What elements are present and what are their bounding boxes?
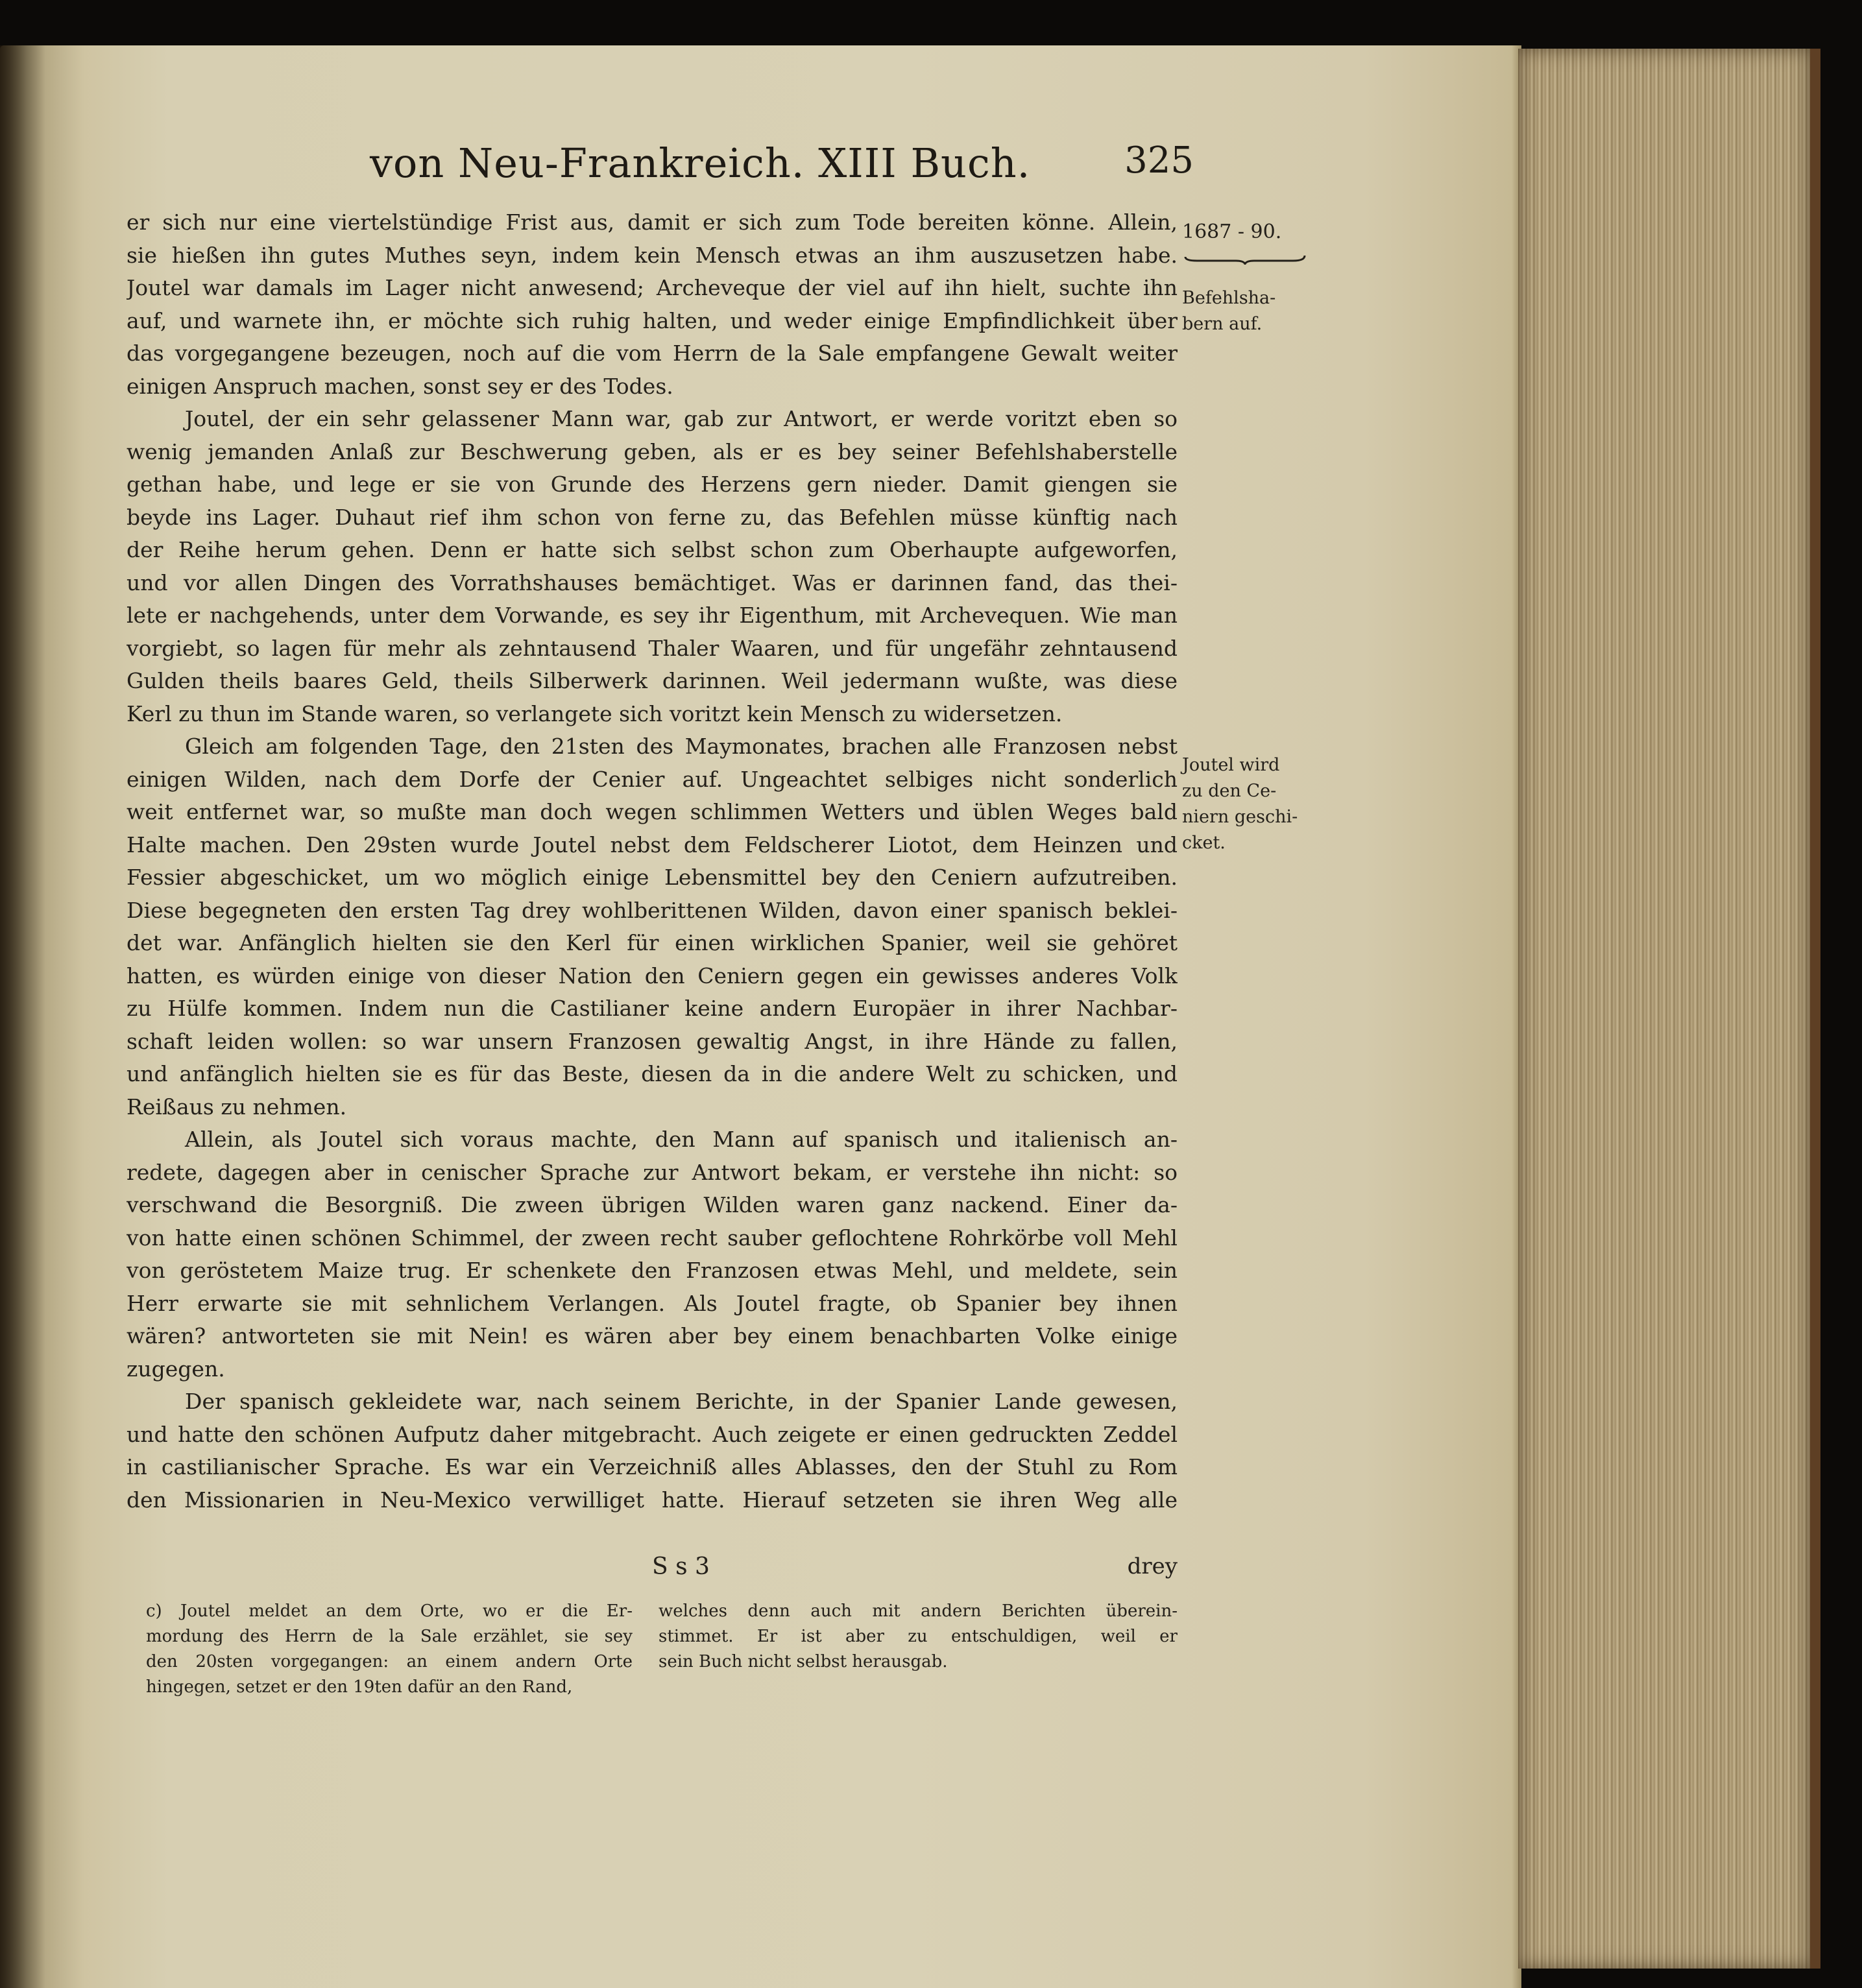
footnote-line: hingegen, setzet er den 19ten dafür an den Rand, (146, 1677, 573, 1697)
text-line: wenig jemanden Anlaß zur Beschwerung geben, als er es bey seiner Befehlshaberstelle (127, 438, 1178, 464)
text-line: Gleich am folgenden Tage, den 21sten des Maymonates, brachen alle Franzosen nebst (185, 734, 1178, 759)
main-text-block (127, 206, 1178, 1516)
text-line: det war. Anfänglich hielten sie den Kerl für einen wirklichen Spanier, weil sie gehöret (127, 930, 1178, 955)
text-line: beyde ins Lager. Duhaut rief ihm schon von ferne zu, das Befehlen müsse künftig nach (127, 504, 1178, 530)
text-line: das vorgegangene bezeugen, noch auf die vom Herrn de la Sale empfangene Gewalt weiter (127, 341, 1178, 366)
text-line: Fessier abgeschicket, um wo möglich einige Lebensmittel bey den Ceniern aufzutreiben. (127, 865, 1178, 890)
text-line: Diese begegneten den ersten Tag drey wohlberittenen Wilden, davon einer spanisch beklei- (127, 897, 1178, 923)
text-line: redete, dagegen aber in cenischer Sprache zur Antwort bekam, er verstehe ihn nicht: so (127, 1159, 1178, 1185)
catchword: drey (1127, 1553, 1178, 1579)
year-brace (1184, 254, 1306, 265)
text-line: er sich nur eine viertelstündige Frist aus, damit er sich zum Tode bereiten könne. Allein, (127, 210, 1178, 235)
footnote-line: den 20sten vorgegangen: an einem andern Orte (146, 1652, 633, 1671)
text-line: vorgiebt, so lagen für mehr als zehntausend Thaler Waaren, und für ungefähr zehntausend (127, 635, 1178, 661)
text-line: hatten, es würden einige von dieser Nation den Ceniern gegen ein gewisses anderes Volk (127, 963, 1178, 988)
margin-note-line: zu den Ce- (1182, 781, 1277, 801)
footnote-right-column (659, 1599, 1178, 1675)
text-line: und hatte den schönen Aufputz daher mitgebracht. Auch zeigete er einen gedruckten Zeddel (127, 1421, 1178, 1447)
footnote-line: c) Joutel meldet an dem Orte, wo er die Er- (146, 1601, 633, 1621)
footnote-line: welches denn auch mit andern Berichten überein- (659, 1601, 1178, 1621)
margin-note-line: cket. (1182, 833, 1226, 853)
signature-row (127, 1553, 1178, 1586)
text-line: von geröstetem Maize trug. Er schenkete den Franzosen etwas Mehl, und meldete, sein (127, 1258, 1178, 1283)
running-head (370, 139, 1194, 198)
text-line: zu Hülfe kommen. Indem nun die Castilianer keine andern Europäer in ihrer Nachbar- (127, 996, 1178, 1021)
text-line: wären? antworteten sie mit Nein! es wären aber bey einem benachbarten Volke einige (127, 1323, 1178, 1348)
text-line: und vor allen Dingen des Vorrathshauses bemächtiget. Was er darinnen fand, das thei- (127, 569, 1178, 595)
footnote-line: stimmet. Er ist aber zu entschuldigen, weil er (659, 1627, 1178, 1646)
margin-note-line: bern auf. (1182, 314, 1263, 334)
margin-note-line: niern geschi- (1182, 807, 1298, 827)
margin-note-line: Joutel wird (1182, 755, 1280, 775)
footnote-left-column (146, 1599, 633, 1700)
text-line: von hatte einen schönen Schimmel, der zween recht sauber geflochtene Rohrkörbe voll Mehl (127, 1225, 1178, 1251)
text-line: weit entfernet war, so mußte man doch wegen schlimmen Wetters und üblen Weges bald (127, 799, 1178, 824)
text-line: lete er nachgehends, unter dem Vorwande, es sey ihr Eigenthum, mit Archevequen. Wie man (127, 603, 1178, 628)
page-edges (1518, 49, 1820, 1969)
margin-note-joutel (1182, 752, 1318, 856)
text-line: schaft leiden wollen: so war unsern Franzosen gewaltig Angst, in ihre Hände zu fallen, (127, 1028, 1178, 1054)
signature-mark: S s 3 (652, 1553, 710, 1580)
text-line: Joutel, der ein sehr gelassener Mann war, gab zur Antwort, er werde voritzt eben so (185, 406, 1178, 431)
text-line: und anfänglich hielten sie es für das Beste, diesen da in die andere Welt zu schicken, und (127, 1061, 1178, 1086)
text-line: Joutel war damals im Lager nicht anwesend; Archeveque der viel auf ihn hielt, suchte ihn (127, 275, 1178, 300)
page-number: 325 (1124, 139, 1194, 182)
text-line: Allein, als Joutel sich voraus machte, den Mann auf spanisch und italienisch an- (185, 1127, 1178, 1152)
running-head-title: von Neu-Frankreich. XIII Buch. (370, 139, 1031, 187)
text-line: Reißaus zu nehmen. (127, 1094, 347, 1120)
text-line: der Reihe herum gehen. Denn er hatte sich selbst schon zum Oberhaupte aufgeworfen, (127, 537, 1178, 562)
text-line: Halte machen. Den 29sten wurde Joutel nebst dem Feldscherer Liotot, dem Heinzen und (127, 832, 1178, 857)
text-line: sie hießen ihn gutes Muthes seyn, indem kein Mensch etwas an ihm auszusetzen habe. (127, 242, 1178, 268)
margin-note-befehlshabern (1182, 285, 1292, 337)
margin-year: 1687 - 90. (1182, 221, 1282, 243)
text-line: zugegen. (127, 1356, 225, 1382)
text-line: Kerl zu thun im Stande waren, so verlangete sich voritzt kein Mensch zu widersetzen. (127, 701, 1063, 726)
text-line: Der spanisch gekleidete war, nach seinem Berichte, in der Spanier Lande gewesen, (185, 1389, 1178, 1414)
text-line: Herr erwarte sie mit sehnlichem Verlangen. Als Joutel fragte, ob Spanier bey ihnen (127, 1290, 1178, 1316)
text-line: einigen Anspruch machen, sonst sey er des Todes. (127, 373, 673, 399)
text-line: den Missionarien in Neu-Mexico verwilliget hatte. Hierauf setzeten sie ihren Weg alle (127, 1487, 1178, 1513)
text-line: Gulden theils baares Geld, theils Silberwerk darinnen. Weil jedermann wußte, was diese (127, 668, 1178, 693)
footnote-line: mordung des Herrn de la Sale erzählet, sie sey (146, 1627, 633, 1646)
footnote-line: sein Buch nicht selbst herausgab. (659, 1652, 948, 1671)
text-line: auf, und warnete ihn, er möchte sich ruhig halten, und weder einige Empfindlichkeit über (127, 307, 1178, 333)
text-line: einigen Wilden, nach dem Dorfe der Cenier auf. Ungeachtet selbiges nicht sonderlich (127, 766, 1178, 792)
text-line: in castilianischer Sprache. Es war ein Verzeichniß alles Ablasses, den der Stuhl zu Rom (127, 1454, 1178, 1479)
gutter-shadow (0, 45, 45, 1988)
text-line: verschwand die Besorgniß. Die zween übrigen Wilden waren ganz nackend. Einer da- (127, 1192, 1178, 1217)
text-line: gethan habe, und lege er sie von Grunde des Herzens gern nieder. Damit giengen sie (127, 472, 1178, 497)
margin-note-line: Befehlsha- (1182, 288, 1276, 308)
